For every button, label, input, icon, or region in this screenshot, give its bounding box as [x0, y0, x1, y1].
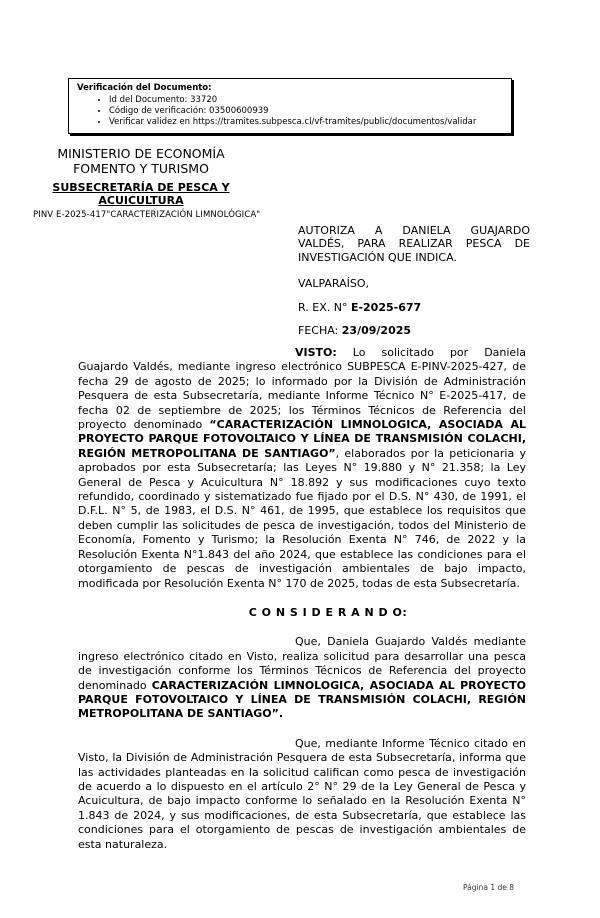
letterhead — [41, 146, 241, 207]
project-reference: PINV E-2025-417"CARACTERIZACIÓN LIMNOLÓGICA" — [33, 210, 261, 220]
date-line — [298, 324, 411, 337]
page-number: Página 1 de 8 — [463, 883, 515, 892]
city-line: VALPARAÍSO, — [298, 277, 370, 290]
verification-box — [68, 78, 512, 134]
date-label: FECHA: — [298, 324, 342, 337]
considerando-paragraph-1: Que, Daniela Guajardo Valdés mediante ingreso electrónico citado en Visto, realiza solicitud para desarrollar una pesca de investigación conforme los Términos Técnicos de Referencia del proyecto denominado CARACTERIZACIÓN LIMNOLOGICA, ASOCIADA AL PROYECTO PARQUE FOTOVOLTAICO Y LÍNEA DE TRANSMISIÓN COLACHI, REGIÓN METROPOLITANA DE SANTIAGO”. — [78, 635, 526, 721]
resolution-number: E-2025-677 — [350, 301, 422, 314]
verification-title: Verificación del Documento: — [77, 83, 212, 93]
ministry-name-line2: FOMENTO Y TURISMO — [73, 161, 209, 176]
resolution-number-label: R. EX. N° — [298, 301, 351, 314]
verification-item-url: • Verificar validez en https://tramites.subpesca.cl/vf-tramites/public/documentos/validar — [109, 117, 505, 128]
verification-item-document-id: • Id del Documento: 33720 — [109, 95, 505, 106]
verification-list — [77, 95, 505, 128]
document-body — [78, 346, 526, 867]
verification-item-code: • Código de verificación: 03500600939 — [109, 106, 505, 117]
resolution-number-line — [298, 301, 421, 314]
considerando-paragraph-2: Que, mediante Informe Técnico citado en Visto, la División de Administración Pesquera de esta Subsecretaría, informa que las actividades planteadas en la solicitud califican como pesca de investigación de acuerdo a lo dispuesto en el artículo 2° N° 29 de la Ley General de Pesca y Acuicultura, de bajo impacto conforme lo señalado en la Resolución Exenta N° 1.843 de 2024, y sus modificaciones, de esta Subsecretaría, que establece las condiciones para el otorgamiento de pescas de investigación ambientales de esta naturaleza. — [78, 736, 526, 851]
subsecretaria-title-line1: SUBSECRETARÍA DE PESCA Y — [52, 181, 230, 194]
visto-paragraph: VISTO: Lo solicitado por Daniela Guajardo Valdés, mediante ingreso electrónico SUBPESCA E-PINV-2025-427, de fecha 29 de agosto de 2025; lo informado por la División de Administración Pesquera de esta Subsecretaría, mediante Informe Técnico N° E-2025-417, de fecha 02 de septiembre de 2025; los Términos Técnicos de Referencia del proyecto denominado “CARACTERIZACIÓN LIMNOLOGICA, ASOCIADA AL PROYECTO PARQUE FOTOVOLTAICO Y LÍNEA DE TRANSMISIÓN COLACHI, REGIÓN METROPOLITANA DE SANTIAGO”, elaborados por la peticionaria y aprobados por esta Subsecretaría; las Leyes N° 19.880 y N° 21.358; la Ley General de Pesca y Acuicultura N° 18.892 y sus modificaciones cuyo texto refundido, coordinado y sistematizado fue fijado por el D.S. N° 430, de 1991, el D.F.L. N° 5, de 1983, el D.S. N° 461, de 1995, que establece los requisitos que deben cumplir las solicitudes de pesca de investigación, todos del Ministerio de Economía, Fomento y Turismo; la Resolución Exenta N° 746, de 2022 y la Resolución Exenta N°1.843 del año 2024, que establece las condiciones para el otorgamiento de pescas de investigación ambientales de bajo impacto, modificada por Resolución Exenta N° 170 de 2025, todas de esta Subsecretaría. — [78, 346, 526, 590]
subsecretaria-title — [41, 181, 241, 207]
subsecretaria-title-line2: ACUICULTURA — [98, 194, 184, 207]
date-value: 23/09/2025 — [341, 324, 412, 337]
ministry-name-line1: MINISTERIO DE ECONOMÍA — [57, 146, 225, 161]
considerando-heading: C O N S I D E R A N D O: — [248, 605, 408, 619]
resolution-subject: AUTORIZA A DANIELA GUAJARDO VALDÉS, PARA REALIZAR PESCA DE INVESTIGACIÓN QUE INDICA. — [298, 224, 530, 264]
